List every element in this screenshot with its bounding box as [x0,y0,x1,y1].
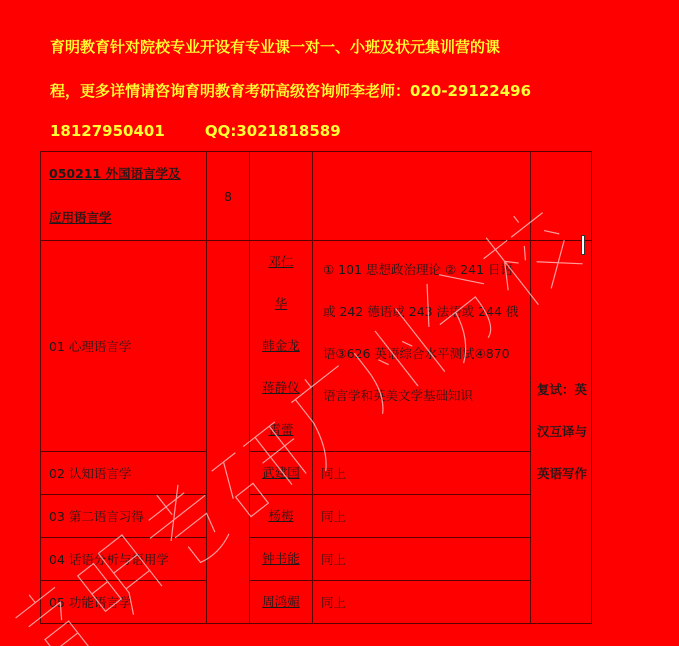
empty-cell [207,241,250,624]
empty-cell [531,152,592,241]
empty-cell [250,152,313,241]
header-line-1: 育明教育针对院校专业开设有专业课一对一、小班及状元集训营的课 [50,38,501,56]
major-code-cell [41,152,207,241]
major-name: 应用语言学 [49,210,112,225]
same-as-above: 同上 [313,581,531,624]
enroll-count: 8 [207,152,250,241]
supervisor-name: 武建国 [262,465,300,480]
same-as-above: 同上 [313,538,531,581]
direction-cell: 01 心理语言学 [41,241,207,452]
supervisor-name: 周鸿媚 [262,594,300,609]
header-line-3 [50,122,341,140]
direction-cell: 02 认知语言学 [41,452,207,495]
table-row [41,152,592,241]
text-cursor [581,235,585,255]
supervisor-name: 蒋静仪 [262,380,300,395]
supervisor-name: 邓仁 [268,254,294,269]
program-table [40,151,592,624]
empty-cell [313,152,531,241]
table-row [41,241,592,452]
supervisor-cell [250,241,313,452]
table-row [41,495,592,538]
supervisor-name: 杨梅 [268,508,294,523]
same-as-above: 同上 [313,495,531,538]
table-row [41,452,592,495]
supervisor-name: 雷蕾 [268,422,294,437]
retest-subjects: 复试：英汉互译与英语写作 [531,241,592,624]
direction-cell: 05 功能语言学 [41,581,207,624]
same-as-above: 同上 [313,452,531,495]
supervisor-name: 钟书能 [262,551,300,566]
supervisor-cell [250,452,313,495]
direction-cell: 03 第二语言习得 [41,495,207,538]
phone-number: 18127950401 [50,122,165,140]
direction-cell: 04 话语分析与语用学 [41,538,207,581]
major-code: 050211 外国语言学及 [49,166,181,181]
header-line-2: 程，更多详情请咨询育明教育考研高级咨询师李老师：020-29122496 [50,82,532,100]
supervisor-cell [250,581,313,624]
supervisor-name: 华 [274,296,288,311]
qq-number: QQ:3021818589 [204,122,341,140]
table-row [41,538,592,581]
exam-subjects: ① 101 思想政治理论 ② 241 日语或 242 德语或 243 法语或 244 俄语③626 英语综合水平测试④870 语言学和英美文学基础知识 [313,241,531,452]
supervisor-cell [250,495,313,538]
supervisor-cell [250,538,313,581]
table-row [41,581,592,624]
supervisor-name: 韩金龙 [262,338,300,353]
